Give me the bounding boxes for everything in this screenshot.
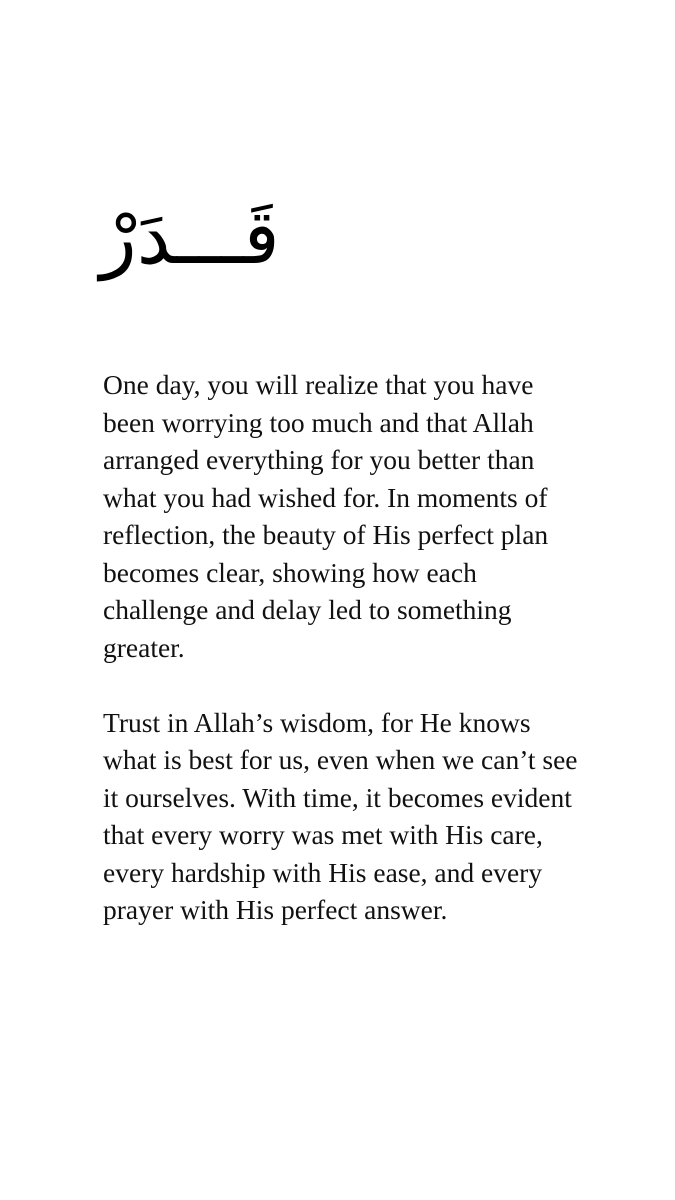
quote-body [103, 366, 583, 929]
arabic-title: قَـــدَرْ [100, 192, 280, 281]
paragraph-1: One day, you will realize that you have been worrying too much and that Allah arranged everything for you better than what you had wished for. In moments of reflection, the beauty of His perfect plan becomes clear, showing how each challenge and delay led to something greater. [103, 369, 549, 663]
paragraph-2: Trust in Allah’s wisdom, for He knows what is best for us, even when we can’t see it ourselves. With time, it becomes evident that every worry was met with His care, every hardship with His ease, and every prayer with His perfect answer. [103, 706, 578, 925]
